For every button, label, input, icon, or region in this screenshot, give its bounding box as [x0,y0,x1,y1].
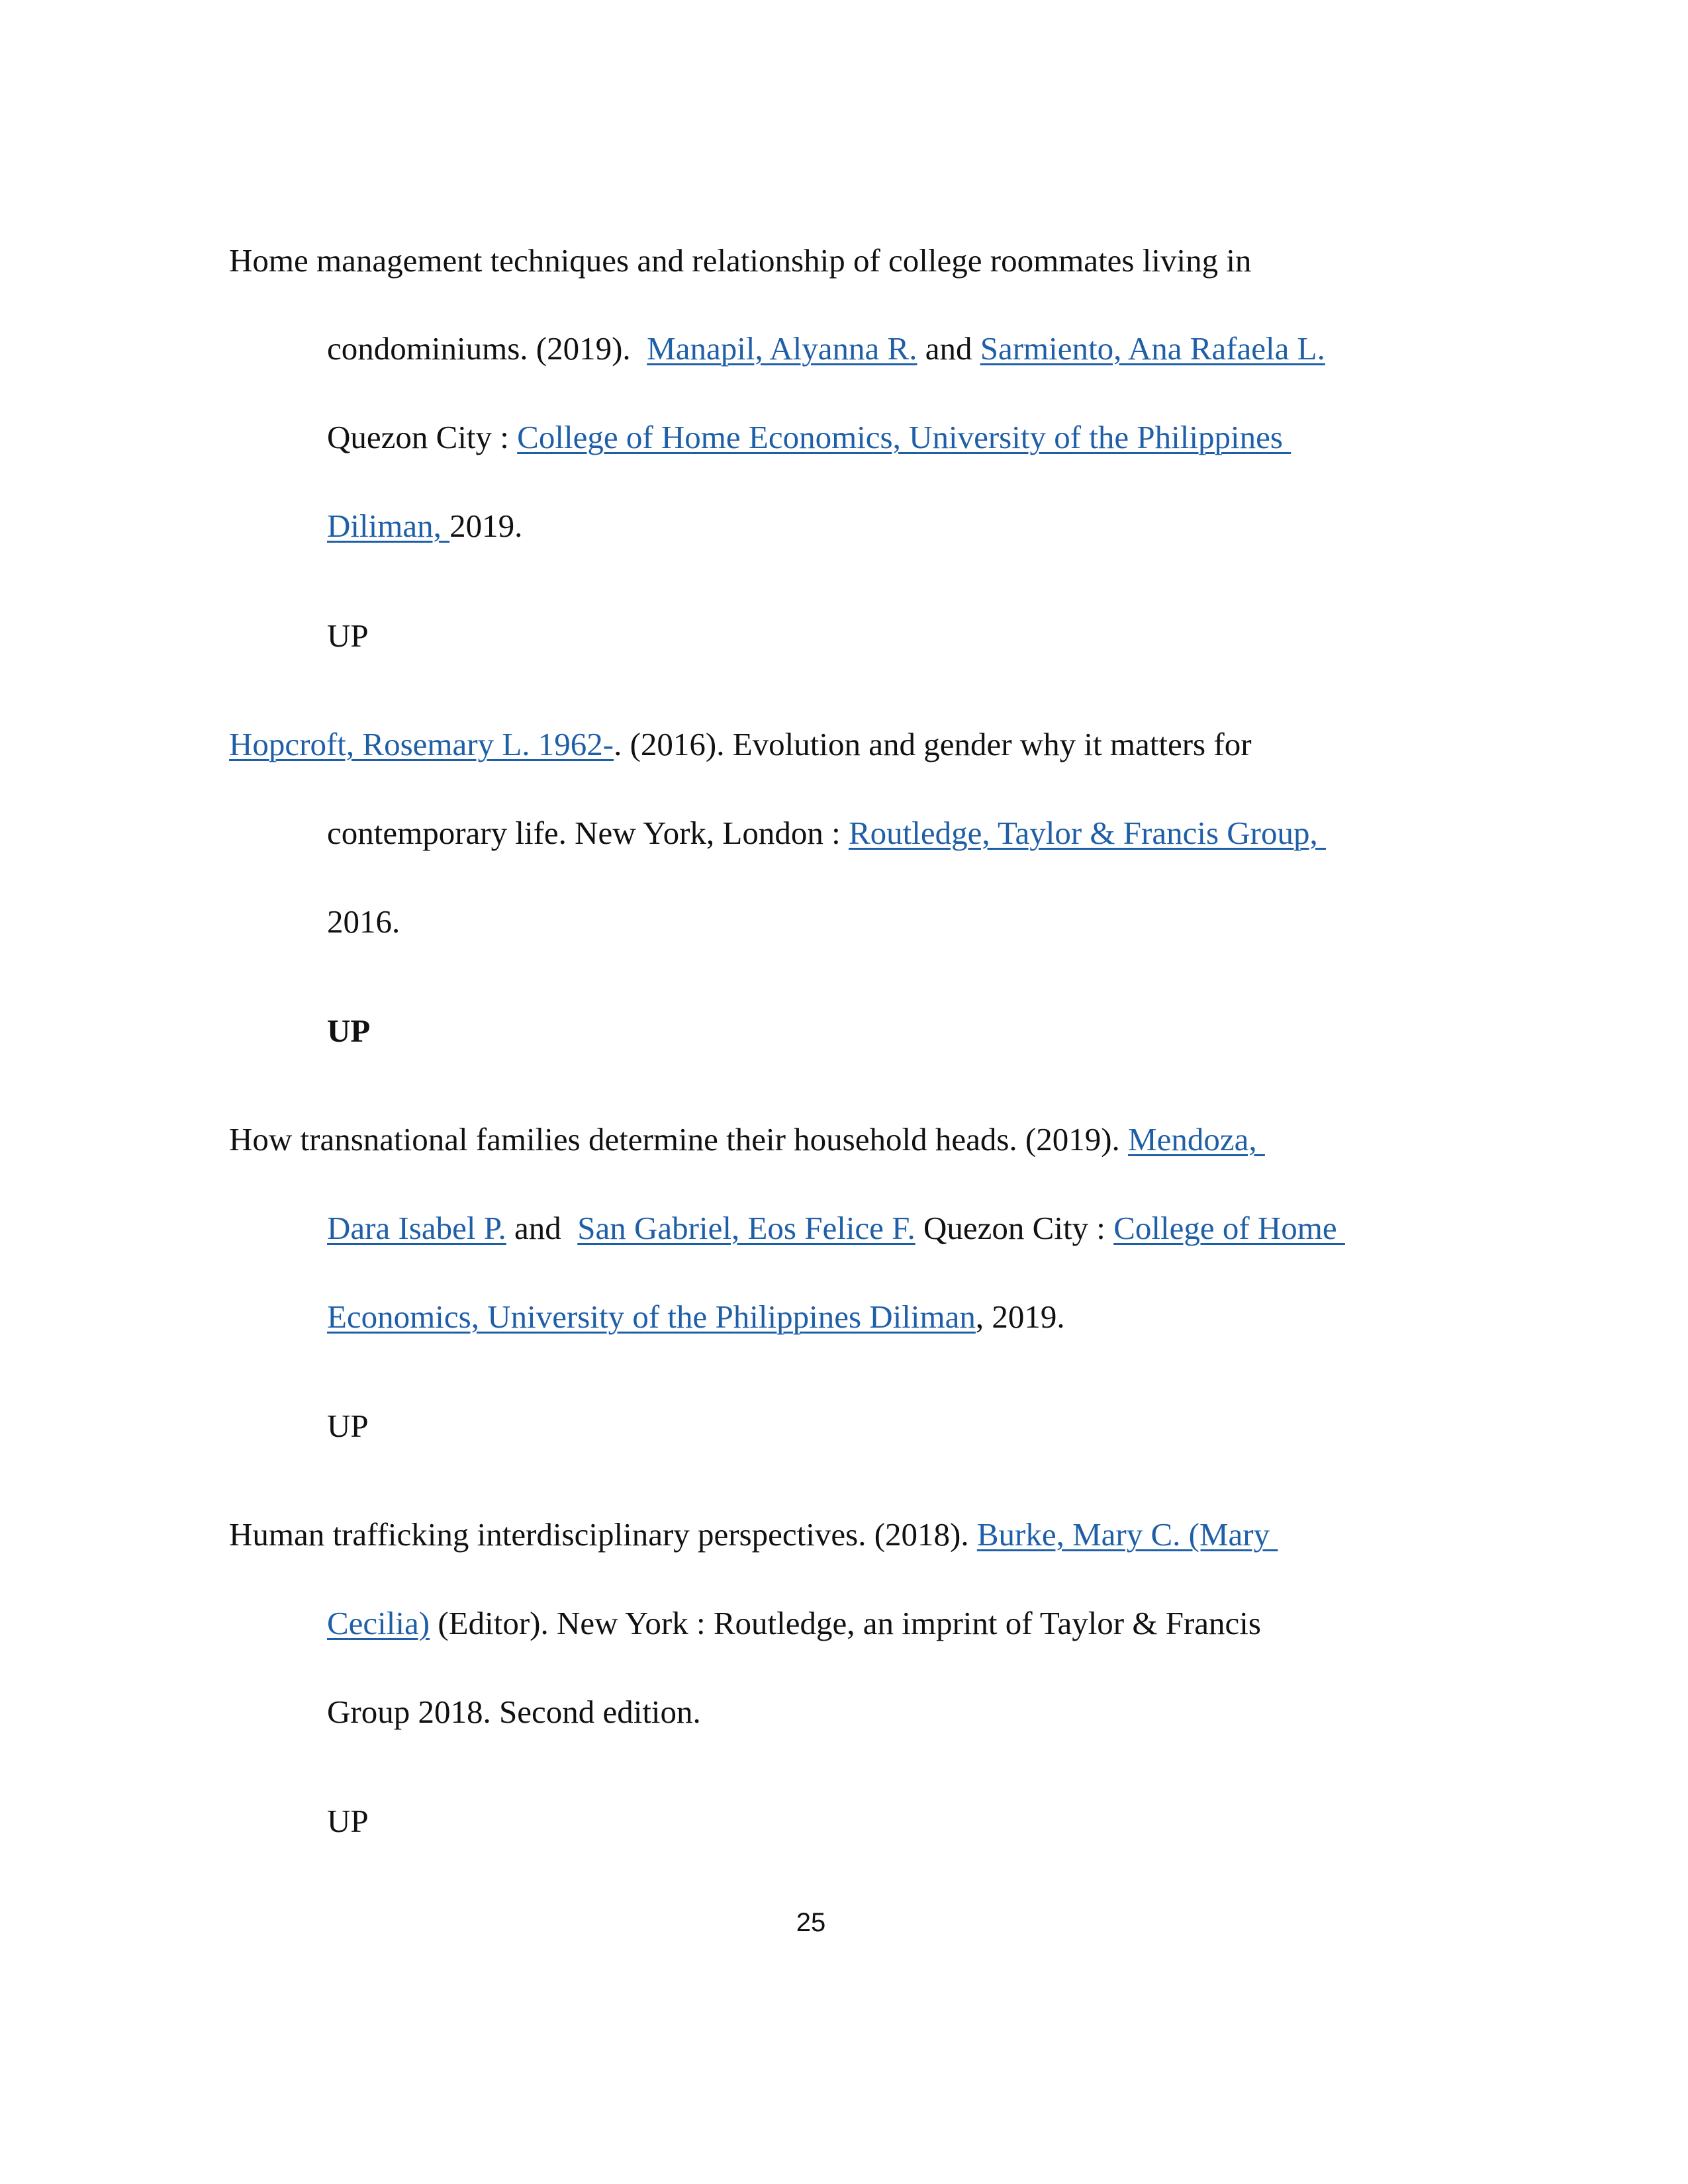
publisher-place: Quezon City : [327,419,518,455]
author-link-mendoza[interactable]: Mendoza, [1128,1121,1265,1158]
entry-2-line-2 [295,774,1326,893]
holding-label: UP [327,1408,369,1444]
publish-year: 2016. [327,903,400,940]
conjunction-text: and [506,1210,578,1246]
entry-1-holding [295,576,369,696]
entry-4-line-3 [295,1653,701,1772]
publisher-link-che-up-cont[interactable] [229,508,449,544]
entry-3-line-3 [197,1257,1065,1377]
entry-1-title-cont: condominiums. (2019). [327,330,647,367]
entry-2-title-cont: contemporary life. New York, London : [327,815,849,851]
holding-label: UP [327,617,369,654]
entry-2-holding [295,972,370,1091]
publisher-link-routledge[interactable]: Routledge, Taylor & Francis Group, [848,815,1326,851]
author-link-mendoza-cont[interactable] [229,1210,506,1246]
entry-4-holding [295,1762,369,1881]
publisher-link-che-up-cont-text[interactable]: Diliman, [327,508,450,544]
entry-1-title: Home management techniques and relationship of college roommates living in [229,242,1252,279]
author-link-burke-cont[interactable] [229,1605,430,1641]
edition-text: Group 2018. Second edition. [327,1694,701,1730]
author-link-manapil[interactable]: Manapil, Alyanna R. [647,330,917,367]
entry-1-line-4 [197,467,522,586]
publisher-link-che-up-cont[interactable] [229,1298,976,1335]
publisher-place: Quezon City : [915,1210,1114,1246]
page-number: 25 [796,1908,826,1937]
author-link-burke-cont-text[interactable]: Cecilia) [327,1605,430,1641]
author-link-sarmiento[interactable]: Sarmiento, Ana Rafaela L. [980,330,1325,367]
publisher-link-che-up-cont-text[interactable]: Economics, University of the Philippines Diliman [327,1298,976,1335]
author-link-hopcroft[interactable]: Hopcroft, Rosemary L. 1962- [229,726,614,762]
author-link-mendoza-cont-text[interactable]: Dara Isabel P. [327,1210,506,1246]
entry-2-line-3 [295,862,400,981]
holding-label: UP [327,1013,371,1049]
entry-3-holding [295,1367,369,1486]
author-link-san-gabriel[interactable]: San Gabriel, Eos Felice F. [577,1210,915,1246]
entry-4-title-cont: (Editor). New York : Routledge, an imprint of Taylor & Francis [430,1605,1261,1641]
entry-2-title: . (2016). Evolution and gender why it matters for [614,726,1252,762]
conjunction-text: and [917,330,980,367]
entry-3-title: How transnational families determine their household heads. (2019). [229,1121,1129,1158]
publisher-link-che-up[interactable]: College of Home Economics, University of the Philippines [517,419,1291,455]
author-link-burke[interactable]: Burke, Mary C. (Mary [976,1516,1278,1553]
publisher-link-che-up[interactable]: College of Home [1113,1210,1345,1246]
publish-year: 2019. [449,508,523,544]
holding-label: UP [327,1803,369,1839]
entry-4-title: Human trafficking interdisciplinary perspectives. (2018). [229,1516,977,1553]
publish-year: , 2019. [975,1298,1065,1335]
